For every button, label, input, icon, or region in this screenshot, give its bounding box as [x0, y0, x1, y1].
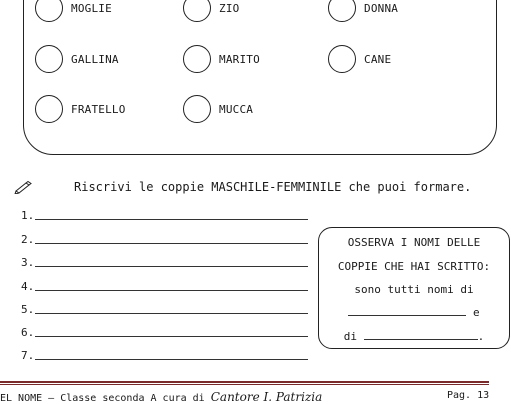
word-item-fratello[interactable] [35, 94, 126, 124]
answer-circle[interactable] [183, 45, 211, 73]
page-number: Pag. 13 [447, 390, 490, 401]
word-item-gallina[interactable] [35, 44, 119, 74]
answer-circle[interactable] [183, 0, 211, 22]
answer-circle[interactable] [328, 0, 356, 22]
answer-circle[interactable] [35, 95, 63, 123]
answer-line[interactable] [21, 302, 308, 316]
blank-line[interactable] [35, 280, 308, 291]
footer-rule [0, 381, 489, 383]
word-item-moglie[interactable] [35, 0, 112, 23]
word-label: MOGLIE [71, 1, 112, 15]
footer-left [0, 390, 322, 404]
note-line-5 [319, 329, 509, 343]
fill-blank[interactable] [364, 329, 478, 340]
note-conjunction: e [473, 306, 480, 319]
note-box [318, 227, 510, 349]
answer-circle[interactable] [328, 45, 356, 73]
word-label: DONNA [364, 1, 399, 15]
line-number: 3. [21, 256, 35, 269]
answer-line[interactable] [21, 348, 308, 362]
note-line-4 [319, 305, 509, 319]
line-number: 4. [21, 280, 35, 293]
pencil-icon [14, 180, 32, 194]
word-label: FRATELLO [71, 102, 126, 116]
line-number: 5. [21, 303, 35, 316]
footer-title: EL NOME – Classe seconda A cura di [0, 393, 205, 404]
answer-line[interactable] [21, 279, 308, 293]
line-number: 6. [21, 326, 35, 339]
fill-blank[interactable] [348, 305, 466, 316]
answer-line[interactable] [21, 325, 308, 339]
word-item-cane[interactable] [328, 44, 391, 74]
blank-line[interactable] [35, 256, 308, 267]
note-line-1: OSSERVA I NOMI DELLE [347, 236, 481, 249]
answer-line[interactable] [21, 255, 308, 269]
blank-line[interactable] [35, 303, 308, 314]
note-line-3: sono tutti nomi di [354, 283, 474, 296]
blank-line[interactable] [35, 209, 308, 220]
footer-author: Cantore I. Patrizia [210, 390, 323, 404]
blank-line[interactable] [35, 349, 308, 360]
line-number: 7. [21, 349, 35, 362]
word-label: MARITO [219, 52, 260, 66]
word-box [23, 0, 497, 155]
footer [0, 388, 511, 403]
answer-circle[interactable] [183, 95, 211, 123]
line-number: 2. [21, 233, 35, 246]
line-number: 1. [21, 209, 35, 222]
word-item-mucca[interactable] [183, 94, 253, 124]
word-item-zio[interactable] [183, 0, 239, 23]
word-item-marito[interactable] [183, 44, 260, 74]
answer-line[interactable] [21, 208, 308, 222]
note-line-2: COPPIE CHE HAI SCRITTO: [337, 260, 491, 273]
blank-line[interactable] [35, 233, 308, 244]
word-label: CANE [364, 52, 392, 66]
instruction-text: Riscrivi le coppie MASCHILE-FEMMINILE che puoi formare. [74, 180, 472, 194]
answer-circle[interactable] [35, 45, 63, 73]
answer-circle[interactable] [35, 0, 63, 22]
word-label: GALLINA [71, 52, 119, 66]
note-period: . [477, 330, 485, 343]
footer-rule-thin [0, 384, 489, 385]
answer-line[interactable] [21, 232, 308, 246]
note-prefix: di [343, 330, 357, 343]
instruction-line [14, 179, 471, 195]
blank-line[interactable] [35, 326, 308, 337]
word-item-donna[interactable] [328, 0, 398, 23]
word-label: MUCCA [219, 102, 254, 116]
word-label: ZIO [219, 1, 240, 15]
